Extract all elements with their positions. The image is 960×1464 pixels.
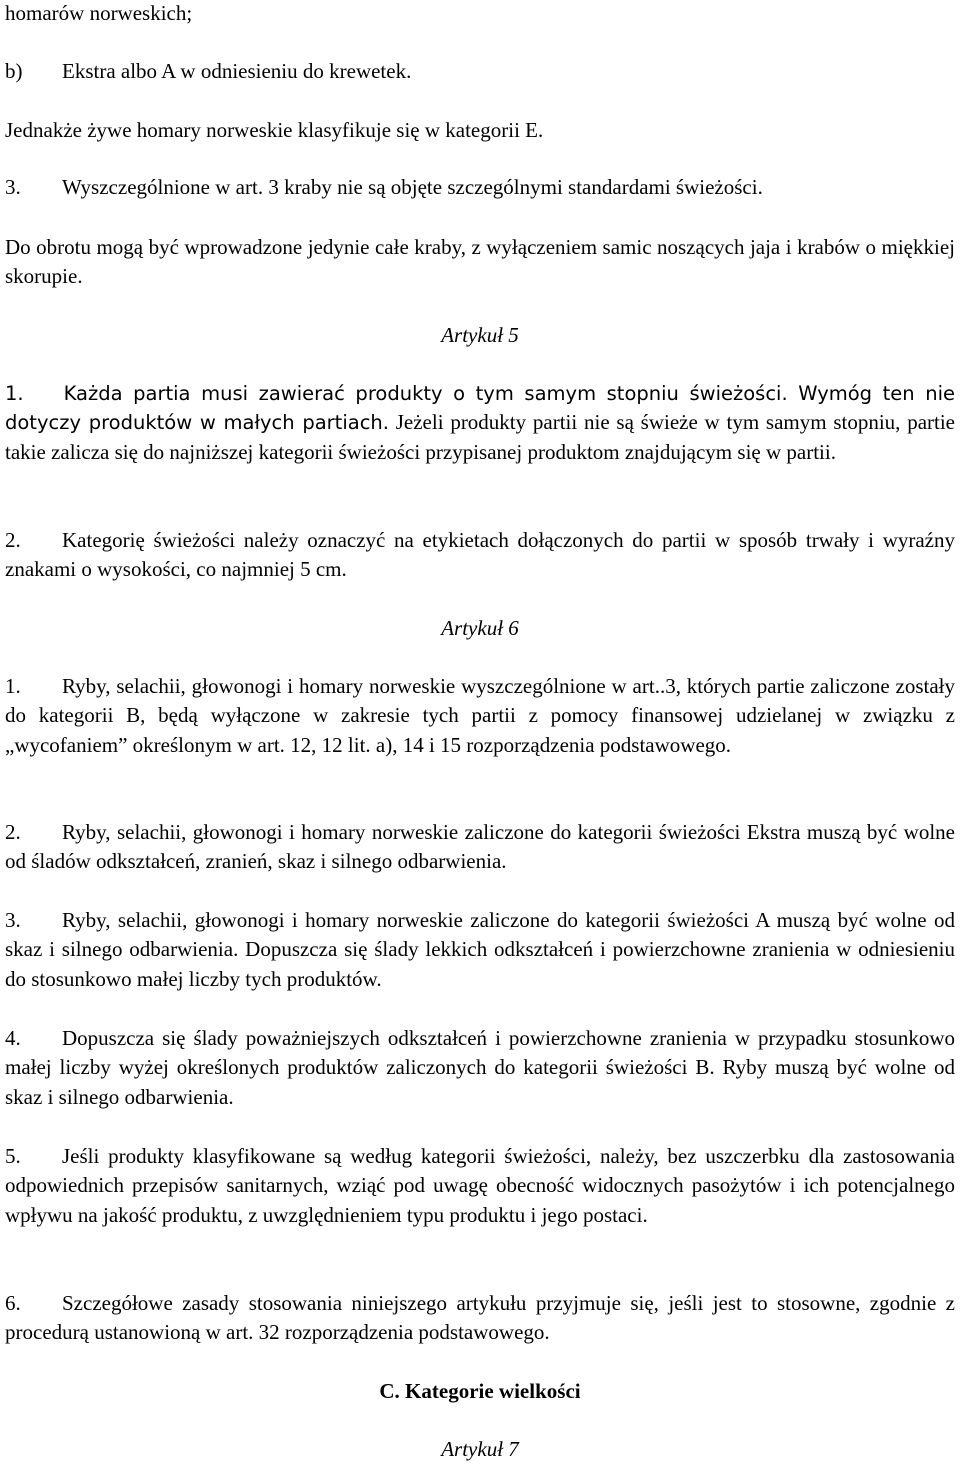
line-text: Jednakże żywe homary norweskie klasyfikuje się w kategorii E. — [5, 118, 544, 142]
paragraph-text: Kategorię świeżości należy oznaczyć na etykietach dołączonych do partii w sposób trwały i wyraźny znakami o wysokości, co najmniej 5 cm. — [5, 528, 955, 582]
paragraph-number: 2. — [5, 820, 21, 844]
item-marker: b) — [5, 59, 23, 83]
paragraph-text: Jeśli produkty klasyfikowane są według kategorii świeżości, należy, bez uszczerbku dla zastosowania odpowiednich przepisów sanitarnych, wziąć pod uwagę obecność widocznych pasożytów i ich potencjalnego wpływu na jakość produktu, z uwzględnieniem typu produktu i jego postaci. — [5, 1144, 955, 1227]
paragraph-number: 5. — [5, 1144, 21, 1168]
text-line — [5, 0, 955, 28]
paragraph-text: Do obrotu mogą być wprowadzone jedynie całe kraby, z wyłączeniem samic noszących jaja i krabów o miękkiej skorupie. — [5, 235, 955, 289]
paragraph-text: Ryby, selachii, głowonogi i homary norweskie zaliczone do kategorii świeżości A muszą być wolne od skaz i silnego odbarwienia. Dopuszcza się ślady lekkich odkształceń i powierzchowne zranienia w odniesieniu do stosunkowo małej liczby tych produktów. — [5, 908, 955, 991]
list-item — [5, 57, 955, 86]
paragraph-number: 3. — [5, 908, 21, 932]
paragraph-text: Każda partia musi zawierać produkty o tym samym stopniu świeżości. Wymóg ten nie dotyczy produktów w małych partiach. — [5, 382, 955, 435]
item-text: Wyszczególnione w art. 3 kraby nie są objęte szczególnymi standardami świeżości. — [62, 175, 763, 199]
paragraph-number: 1. — [5, 674, 21, 698]
paragraph — [5, 818, 955, 877]
paragraph — [5, 672, 955, 760]
article-heading: Artykuł 5 — [441, 323, 519, 347]
paragraph-text: Ryby, selachii, głowonogi i homary norweskie wyszczególnione w art..3, których partie zaliczone zostały do kategorii B, będą wyłączone w zakresie tych partii z pomocy finansowej udzielanej w związku z „wycofaniem” określonym w art. 12, 12 lit. a), 14 i 15 rozporządzenia podstawowego. — [5, 674, 955, 757]
paragraph — [5, 1024, 955, 1112]
paragraph — [5, 1289, 955, 1348]
paragraph — [5, 1142, 955, 1230]
article-heading: Artykuł 6 — [441, 616, 519, 640]
paragraph-number: 1. — [5, 382, 24, 405]
text-line — [5, 116, 955, 145]
item-text: Ekstra albo A w odniesieniu do krewetek. — [62, 59, 412, 83]
paragraph-text: Szczegółowe zasady stosowania niniejszego artykułu przyjmuje się, jeśli jest to stosowne, zgodnie z procedurą ustanowioną w art. 32 rozporządzenia podstawowego. — [5, 1291, 955, 1345]
paragraph — [5, 526, 955, 585]
section-heading: C. Kategorie wielkości — [379, 1379, 581, 1403]
list-item — [5, 173, 955, 202]
paragraph-number: 4. — [5, 1026, 21, 1050]
paragraph — [5, 233, 955, 292]
line-text: homarów norweskich; — [5, 1, 193, 25]
article-heading: Artykuł 7 — [441, 1437, 519, 1461]
paragraph-text: Dopuszcza się ślady poważniejszych odkształceń i powierzchowne zranienia w przypadku stosunkowo małej liczby wyżej określonych produktów zaliczonych do kategorii świeżości B. Ryby muszą być wolne od skaz i silnego odbarwienia. — [5, 1026, 955, 1109]
paragraph — [5, 906, 955, 994]
item-marker: 3. — [5, 175, 21, 199]
paragraph-number: 2. — [5, 528, 21, 552]
paragraph — [5, 379, 955, 467]
paragraph-number: 6. — [5, 1291, 21, 1315]
paragraph-text: Ryby, selachii, głowonogi i homary norweskie zaliczone do kategorii świeżości Ekstra muszą być wolne od śladów odkształceń, zranień, skaz i silnego odbarwienia. — [5, 820, 955, 874]
paragraph-text: Jeżeli produkty partii nie są świeże w tym samym stopniu, partie takie zalicza się do najniższej kategorii świeżości przypisanej produktom znajdującym się w partii. — [5, 410, 955, 464]
